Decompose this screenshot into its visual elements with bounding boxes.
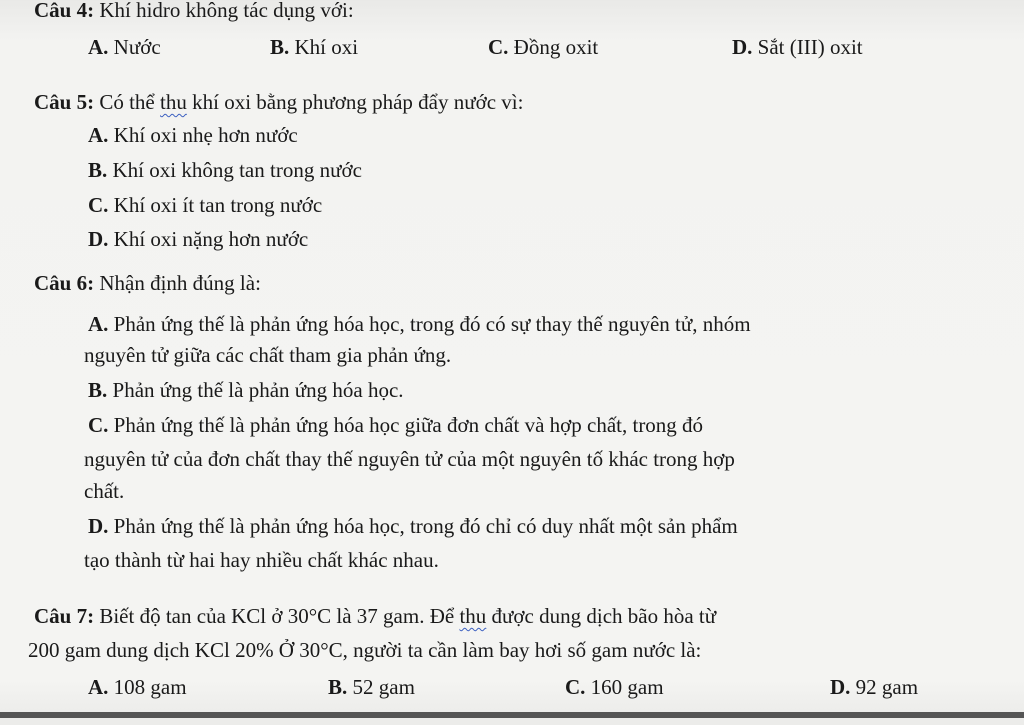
question-5-label: Câu 5: bbox=[34, 90, 95, 114]
q6-option-d: D. Phản ứng thế là phản ứng hóa học, trong đó chỉ có duy nhất một sản phẩm bbox=[88, 514, 738, 538]
q5-option-b: B. Khí oxi không tan trong nước bbox=[88, 158, 362, 182]
question-7-line-2: 200 gam dung dịch KCl 20% Ở 30°C, người ta cần làm bay hơi số gam nước là: bbox=[28, 638, 702, 662]
q4-option-b: B. Khí oxi bbox=[270, 35, 359, 59]
q6-option-c-cont-2: chất. bbox=[84, 479, 125, 503]
spellcheck-underline: thu bbox=[459, 604, 487, 628]
q7-option-b: B. 52 gam bbox=[328, 675, 415, 699]
q6-option-c-cont-1: nguyên tử của đơn chất thay thế nguyên tử của một nguyên tố khác trong hợp bbox=[84, 447, 735, 471]
q7-option-c: C. 160 gam bbox=[565, 675, 664, 699]
question-7: Câu 7: Biết độ tan của KCl ở 30°C là 37 gam. Để thu được dung dịch bão hòa từ bbox=[34, 604, 717, 628]
q7-option-a: A. 108 gam bbox=[88, 675, 187, 699]
q4-option-d: D. Sắt (III) oxit bbox=[732, 35, 863, 59]
q6-option-c: C. Phản ứng thế là phản ứng hóa học giữa đơn chất và hợp chất, trong đó bbox=[88, 413, 704, 437]
q4-option-a: A. Nước bbox=[88, 35, 161, 59]
q5-option-d: D. Khí oxi nặng hơn nước bbox=[88, 227, 309, 251]
q6-option-d-cont: tạo thành từ hai hay nhiều chất khác nhau. bbox=[84, 548, 439, 572]
bottom-divider bbox=[0, 712, 1024, 718]
q7-option-d: D. 92 gam bbox=[830, 675, 919, 699]
question-4 bbox=[34, 0, 354, 23]
q5-option-c: C. Khí oxi ít tan trong nước bbox=[88, 193, 323, 217]
question-5: Câu 5: Có thể thu khí oxi bằng phương pháp đẩy nước vì: bbox=[34, 90, 524, 114]
q6-option-b: B. Phản ứng thế là phản ứng hóa học. bbox=[88, 378, 404, 402]
question-6-text: Nhận định đúng là: bbox=[99, 271, 261, 295]
q6-option-a: A. Phản ứng thế là phản ứng hóa học, trong đó có sự thay thế nguyên tử, nhóm bbox=[88, 312, 751, 336]
question-4-text: Khí hidro không tác dụng với: bbox=[99, 0, 354, 22]
question-6-label: Câu 6: bbox=[34, 271, 95, 295]
question-6 bbox=[34, 270, 261, 296]
q5-option-a: A. Khí oxi nhẹ hơn nước bbox=[88, 123, 298, 147]
spellcheck-underline: thu bbox=[160, 90, 187, 114]
question-7-label: Câu 7: bbox=[34, 604, 95, 628]
question-4-label: Câu 4: bbox=[34, 0, 95, 22]
q6-option-a-cont: nguyên tử giữa các chất tham gia phản ứng. bbox=[84, 343, 452, 367]
q4-option-c: C. Đồng oxit bbox=[488, 35, 599, 59]
